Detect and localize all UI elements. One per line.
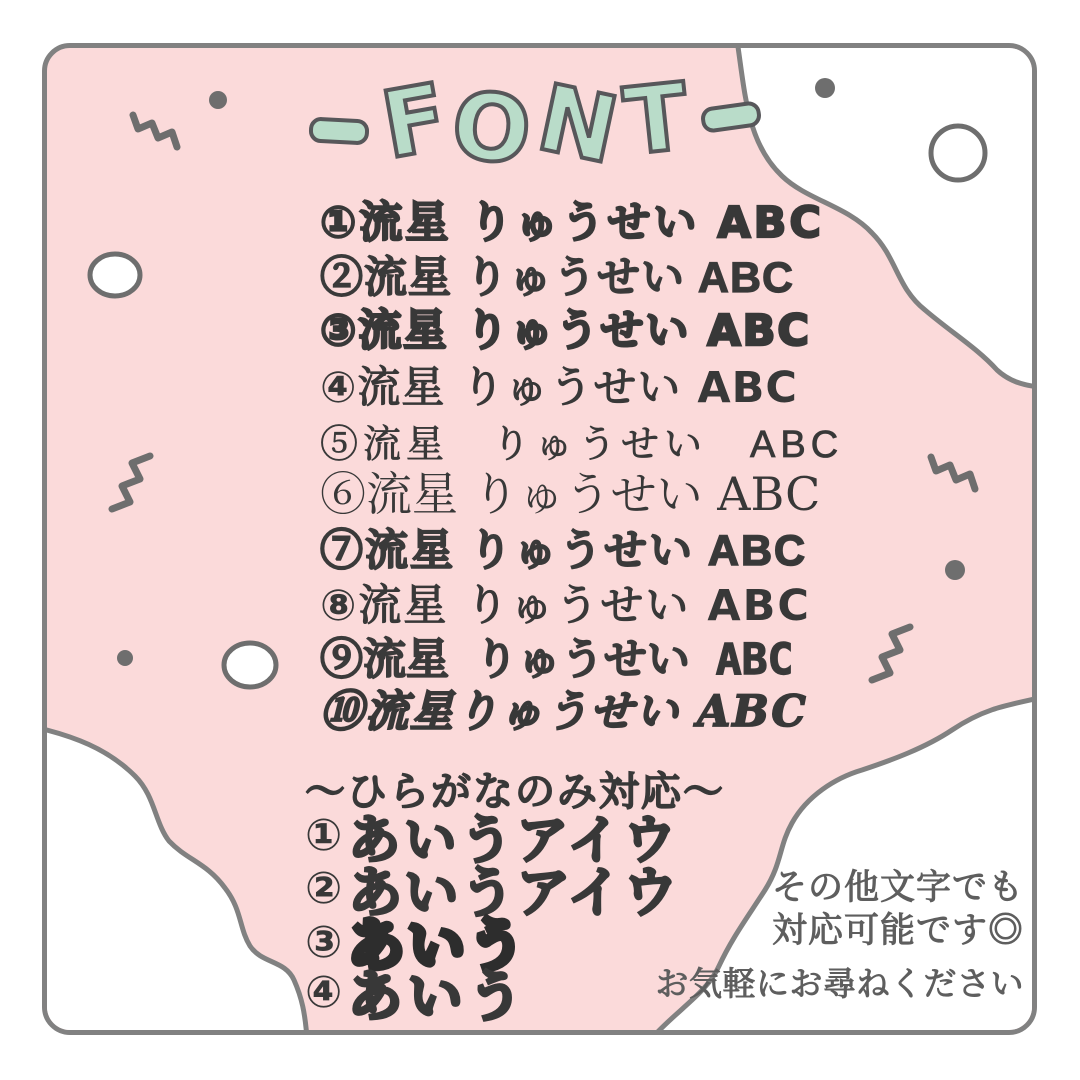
sample-text: 流星 りゅうせい ABC [358, 581, 811, 631]
sample-number: ⑧ [320, 581, 359, 631]
font-sample-row [320, 365, 798, 412]
sample-number: ④ [320, 363, 358, 413]
title-letter: O [447, 70, 537, 186]
sample-number: ⑦ [320, 527, 365, 575]
sample-number: ⑥ [320, 467, 366, 521]
font-sample-row [320, 255, 794, 302]
sample-text: あいう [348, 964, 529, 1028]
hiragana-row [305, 954, 528, 1031]
sample-text: 流星 りゅうせい ABC [363, 424, 844, 466]
sample-number: ⑨ [320, 635, 363, 685]
sample-number: ④ [305, 967, 343, 1018]
sample-number: ③ [320, 306, 359, 356]
sample-number: ② [305, 863, 343, 914]
sample-text: 流星りゅうせい ABC [365, 687, 808, 737]
title-letter: F [373, 62, 455, 180]
sample-text: 流星 りゅうせい ABC [365, 527, 808, 575]
font-sample-row [320, 469, 820, 520]
title-letter: N [528, 63, 627, 185]
dot [945, 560, 965, 580]
title-letter: T [619, 62, 693, 176]
dot [209, 91, 227, 109]
font-sample-row [320, 425, 843, 467]
sample-number: ⑩ [320, 687, 365, 737]
sample-text: 流星 りゅうせい ABC [359, 198, 824, 248]
sample-text: 流星 りゅうせい ABC [358, 306, 811, 356]
page-title [235, 56, 835, 186]
sample-text: 流星 りゅうせい ABC [364, 254, 795, 302]
sample-number: ② [320, 254, 364, 302]
font-sample-row [320, 689, 808, 736]
note-line-1: その他文字でも [771, 868, 1024, 907]
zigzag-icon [112, 456, 150, 509]
dot [117, 650, 133, 666]
sample-number: ⑤ [320, 424, 364, 466]
font-sample-row [320, 200, 824, 247]
note-line-2: 対応可能です◎ [771, 911, 1024, 950]
pink-panel [42, 43, 1037, 1035]
font-sample-row [320, 583, 811, 630]
sample-text: 流星 りゅうせい ABC [366, 467, 821, 521]
font-sample-row [320, 308, 811, 355]
font-sample-row [320, 528, 807, 575]
sample-text: 流星 りゅうせい ABC [363, 635, 794, 685]
sample-number: ③ [305, 917, 343, 968]
sample-number: ① [320, 198, 360, 248]
title-dash-left [308, 116, 369, 145]
sample-text: あいうアイウ [348, 811, 680, 871]
sample-text: あいうアイウ [348, 863, 680, 923]
note-line-3: お気軽にお尋ねください [655, 965, 1024, 1002]
outlined-circle [931, 126, 985, 180]
hiragana-section-heading: 〜ひらがなのみ対応〜 [305, 769, 725, 815]
blob-bottom-left [47, 728, 307, 1030]
outlined-circle [90, 254, 140, 296]
sample-text: 流星 りゅうせい ABC [357, 363, 798, 413]
sample-number: ① [305, 810, 343, 861]
sample-text: あいう [348, 914, 529, 979]
font-sample-row [320, 637, 793, 684]
outlined-circle [224, 643, 276, 687]
zigzag-icon [872, 627, 910, 680]
zigzag-icon [133, 115, 177, 147]
zigzag-icon [931, 457, 975, 489]
title-dash-right [700, 100, 763, 134]
